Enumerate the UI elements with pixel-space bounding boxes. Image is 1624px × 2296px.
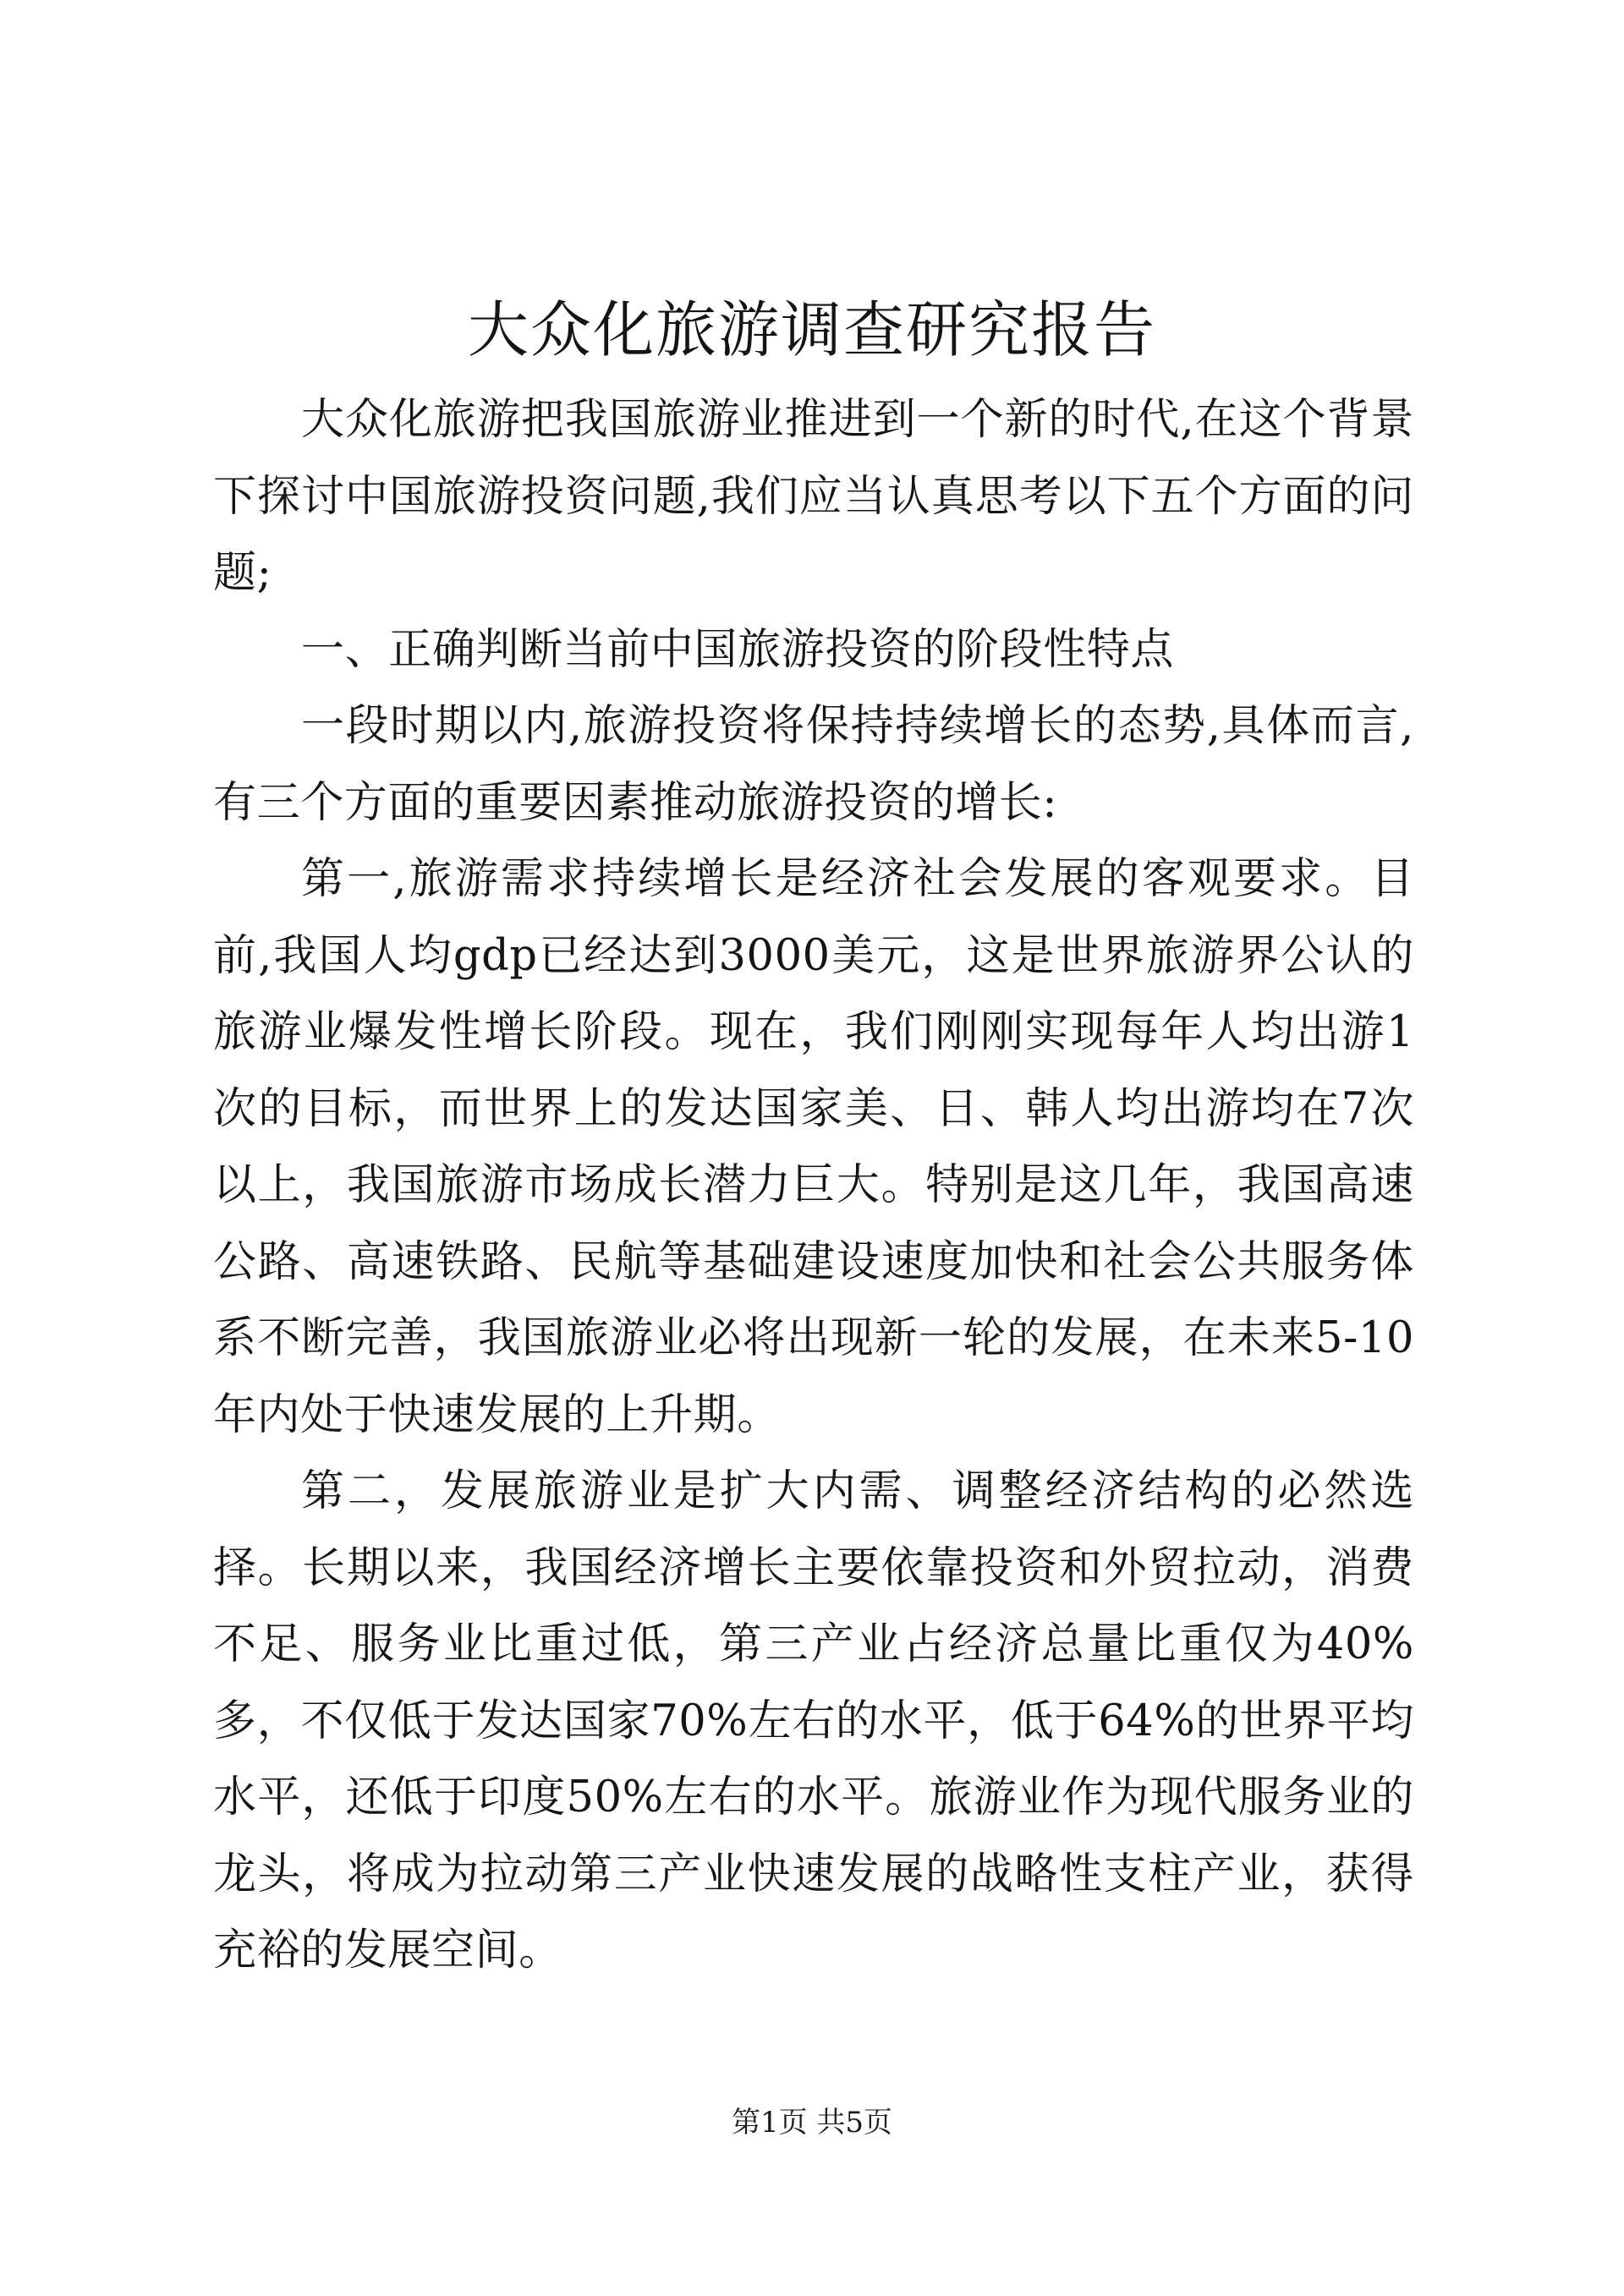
paragraph-first-factor: 第一,旅游需求持续增长是经济社会发展的客观要求。目前,我国人均gdp已经达到3000美元，这是世界旅游界公认的旅游业爆发性增长阶段。现在，我们刚刚实现每年人均出游1次的目标，而世界上的发达国家美、日、韩人均出游均在7次以上，我国旅游市场成长潜力巨大。特别是这几年，我国高速公路、高速铁路、民航等基础建设速度加快和社会公共服务体系不断完善，我国旅游业必将出现新一轮的发展，在未来5-10年内处于快速发展的上升期。 [213, 854, 1414, 1440]
paragraph-growth-factors: 一段时期以内,旅游投资将保持持续增长的态势,具体而言,有三个方面的重要因素推动旅游投资的增长: [213, 701, 1414, 828]
paragraph-intro: 大众化旅游把我国旅游业推进到一个新的时代,在这个背景下探讨中国旅游投资问题,我们应当认真思考以下五个方面的问题; [213, 395, 1414, 598]
document-title: 大众化旅游调查研究报告 [467, 294, 1156, 365]
page-number-footer: 第1页 共5页 [731, 2106, 893, 2140]
section-heading-1: 一、正确判断当前中国旅游投资的阶段性特点 [301, 624, 1175, 675]
paragraph-second-factor: 第二，发展旅游业是扩大内需、调整经济结构的必然选择。长期以来，我国经济增长主要依靠投资和外贸拉动，消费不足、服务业比重过低，第三产业占经济总量比重仅为40%多，不仅低于发达国家70%左右的水平，低于64%的世界平均水平，还低于印度50%左右的水平。旅游业作为现代服务业的龙头，将成为拉动第三产业快速发展的战略性支柱产业，获得充裕的发展空间。 [213, 1466, 1414, 1975]
document-body [213, 382, 1414, 1990]
